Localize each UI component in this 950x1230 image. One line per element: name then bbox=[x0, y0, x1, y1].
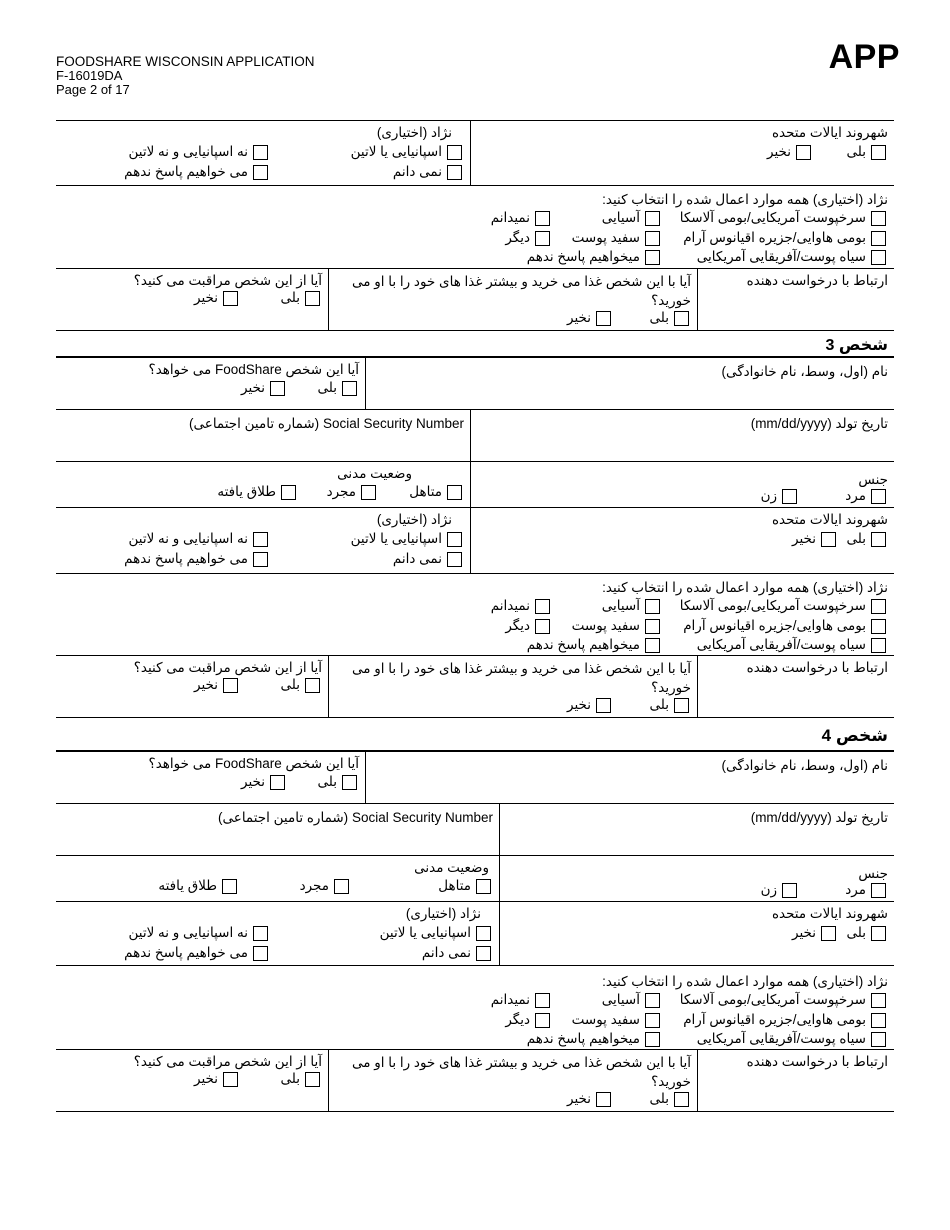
ethnicity-label: نژاد (اختیاری) bbox=[376, 512, 452, 527]
option-label: نخیر bbox=[241, 774, 265, 789]
marital-married-checkbox[interactable] bbox=[409, 484, 462, 500]
marital-married-checkbox[interactable] bbox=[438, 878, 491, 894]
race-other-checkbox[interactable] bbox=[505, 618, 550, 634]
buys-food-label: آیا با این شخص غذا می خرید و بیشتر غذا های خود را با او می خورید؟ bbox=[352, 1055, 691, 1089]
checkbox-box[interactable] bbox=[253, 926, 268, 941]
checkbox-box[interactable] bbox=[305, 1072, 320, 1087]
option-label: نمیدانم bbox=[490, 210, 530, 225]
checkbox-box[interactable] bbox=[361, 485, 376, 500]
race-native-american-checkbox[interactable] bbox=[680, 598, 886, 614]
care-label: آیا از این شخص مراقبت می کنید؟ bbox=[133, 660, 322, 675]
app-label: APP bbox=[828, 38, 900, 76]
checkbox-box[interactable] bbox=[871, 1013, 886, 1028]
option-label: بلی bbox=[649, 697, 669, 712]
marital-cell bbox=[56, 856, 499, 901]
option-label: می خواهیم پاسخ ندهم bbox=[124, 551, 248, 566]
option-label: سرخپوست آمریکایی/بومی آلاسکا bbox=[679, 992, 866, 1007]
checkbox-box[interactable] bbox=[871, 250, 886, 265]
checkbox-box[interactable] bbox=[447, 485, 462, 500]
option-label: اسپانیایی یا لاتین bbox=[350, 144, 442, 159]
checkbox-box[interactable] bbox=[871, 638, 886, 653]
form-header bbox=[56, 55, 315, 97]
race-row bbox=[56, 574, 894, 656]
checkbox-box[interactable] bbox=[645, 638, 660, 653]
form-body bbox=[56, 120, 894, 1112]
checkbox-box[interactable] bbox=[645, 1013, 660, 1028]
option-label: طلاق یافته bbox=[217, 484, 276, 499]
option-label: بلی bbox=[649, 1091, 669, 1106]
name-label: نام (اول، وسط، نام خانوادگی) bbox=[721, 364, 888, 379]
option-label: نخیر bbox=[567, 697, 591, 712]
checkbox-box[interactable] bbox=[871, 993, 886, 1008]
race-native-american-checkbox[interactable] bbox=[680, 210, 886, 226]
option-label: نخیر bbox=[792, 925, 816, 940]
race-prefer-not-checkbox[interactable] bbox=[527, 1031, 660, 1047]
option-label: متاهل bbox=[438, 878, 471, 893]
race-hawaiian-checkbox[interactable] bbox=[683, 1012, 886, 1028]
name-cell[interactable] bbox=[366, 752, 894, 803]
option-label: نخیر bbox=[792, 531, 816, 546]
checkbox-box[interactable] bbox=[535, 619, 550, 634]
option-label: آسیایی bbox=[601, 210, 640, 225]
care-cell bbox=[56, 269, 328, 330]
checkbox-box[interactable] bbox=[535, 1013, 550, 1028]
checkbox-box[interactable] bbox=[674, 698, 689, 713]
checkbox-box[interactable] bbox=[796, 145, 811, 160]
checkbox-box[interactable] bbox=[535, 231, 550, 246]
option-label: می خواهیم پاسخ ندهم bbox=[124, 945, 248, 960]
citizen-no-checkbox[interactable] bbox=[792, 531, 836, 547]
sex-cell bbox=[471, 462, 894, 507]
ethnicity-cell bbox=[56, 508, 470, 573]
relationship-label: ارتباط با درخواست دهنده bbox=[746, 273, 888, 288]
buys-food-cell bbox=[329, 1050, 697, 1111]
buys-food-yes-checkbox[interactable] bbox=[650, 1091, 689, 1107]
option-label: بومی هاوایی/جزیره اقیانوس آرام bbox=[683, 1012, 866, 1027]
citizen-yes-checkbox[interactable] bbox=[847, 144, 886, 160]
checkbox-box[interactable] bbox=[871, 926, 886, 941]
option-label: بلی bbox=[280, 1071, 300, 1086]
option-label: نخیر bbox=[194, 677, 218, 692]
ssn-label: Social Security Number (شماره تامین اجتماعی) bbox=[189, 416, 464, 431]
citizen-yes-checkbox[interactable] bbox=[847, 531, 886, 547]
care-no-checkbox[interactable] bbox=[194, 290, 238, 306]
dob-label: تاریخ تولد (mm/dd/yyyy) bbox=[750, 416, 888, 431]
checkbox-box[interactable] bbox=[447, 165, 462, 180]
race-white-checkbox[interactable] bbox=[572, 230, 660, 246]
checkbox-box[interactable] bbox=[253, 165, 268, 180]
option-label: بلی bbox=[280, 290, 300, 305]
option-label: می خواهیم پاسخ ندهم bbox=[124, 164, 248, 179]
care-yes-checkbox[interactable] bbox=[281, 677, 320, 693]
citizen-yes-checkbox[interactable] bbox=[847, 925, 886, 941]
checkbox-box[interactable] bbox=[871, 619, 886, 634]
option-label: آسیایی bbox=[601, 598, 640, 613]
citizen-label: شهروند ایالات متحده bbox=[771, 125, 888, 140]
checkbox-box[interactable] bbox=[645, 211, 660, 226]
option-label: مجرد bbox=[326, 484, 356, 499]
sex-label: جنس bbox=[858, 866, 888, 881]
option-label: میخواهیم پاسخ ندهم bbox=[526, 249, 640, 264]
option-label: بومی هاوایی/جزیره اقیانوس آرام bbox=[683, 230, 866, 245]
option-label: اسپانیایی یا لاتین bbox=[379, 925, 471, 940]
name-cell[interactable] bbox=[366, 358, 894, 409]
race-unknown-checkbox[interactable] bbox=[491, 992, 550, 1008]
form-title: FOODSHARE WISCONSIN APPLICATION bbox=[56, 54, 315, 69]
marital-label: وضعیت مدنی bbox=[414, 860, 489, 875]
checkbox-box[interactable] bbox=[645, 619, 660, 634]
dob-label: تاریخ تولد (mm/dd/yyyy) bbox=[750, 810, 888, 825]
checkbox-box[interactable] bbox=[535, 599, 550, 614]
wants-foodshare-label: آیا این شخص FoodShare می خواهد؟ bbox=[148, 362, 359, 377]
ethnicity-citizenship-row bbox=[56, 120, 894, 186]
checkbox-box[interactable] bbox=[223, 1072, 238, 1087]
race-cell bbox=[56, 186, 894, 268]
marital-single-checkbox[interactable] bbox=[327, 484, 376, 500]
dob-cell[interactable] bbox=[471, 410, 894, 461]
checkbox-box[interactable] bbox=[253, 532, 268, 547]
race-row bbox=[56, 186, 894, 269]
checkbox-box[interactable] bbox=[223, 678, 238, 693]
ethnicity-not-hispanic-checkbox[interactable] bbox=[128, 925, 268, 941]
wants-foodshare-cell bbox=[56, 752, 365, 803]
checkbox-box[interactable] bbox=[253, 145, 268, 160]
checkbox-box[interactable] bbox=[253, 946, 268, 961]
race-row bbox=[56, 966, 894, 1050]
page-number: Page 2 of 17 bbox=[56, 82, 130, 97]
option-label: سفید پوست bbox=[571, 230, 640, 245]
dob-row bbox=[56, 410, 894, 462]
option-label: مرد bbox=[845, 488, 866, 503]
sex-female-checkbox[interactable] bbox=[761, 488, 797, 504]
checkbox-box[interactable] bbox=[447, 552, 462, 567]
checkbox-box[interactable] bbox=[645, 993, 660, 1008]
checkbox-box[interactable] bbox=[447, 145, 462, 160]
ethnicity-dont-know-checkbox[interactable] bbox=[422, 945, 491, 961]
option-label: زن bbox=[760, 488, 777, 503]
checkbox-box[interactable] bbox=[674, 311, 689, 326]
citizen-label: شهروند ایالات متحده bbox=[771, 906, 888, 921]
ethnicity-dont-know-checkbox[interactable] bbox=[393, 551, 462, 567]
option-label: بلی bbox=[846, 531, 866, 546]
ethnicity-hispanic-checkbox[interactable] bbox=[380, 925, 491, 941]
option-label: سیاه پوست/آفریقایی آمریکایی bbox=[696, 1031, 866, 1046]
race-black-checkbox[interactable] bbox=[697, 1031, 886, 1047]
checkbox-box[interactable] bbox=[305, 678, 320, 693]
race-label: نژاد (اختیاری) همه موارد اعمال شده را انتخاب کنید: bbox=[602, 192, 888, 207]
race-other-checkbox[interactable] bbox=[505, 1012, 550, 1028]
option-label: بلی bbox=[280, 677, 300, 692]
care-no-checkbox[interactable] bbox=[194, 677, 238, 693]
checkbox-box[interactable] bbox=[223, 291, 238, 306]
ethnicity-label: نژاد (اختیاری) bbox=[405, 906, 481, 921]
checkbox-box[interactable] bbox=[476, 879, 491, 894]
race-hawaiian-checkbox[interactable] bbox=[683, 230, 886, 246]
option-label: دیگر bbox=[505, 230, 530, 245]
option-label: بلی bbox=[846, 144, 866, 159]
option-label: بلی bbox=[846, 925, 866, 940]
checkbox-box[interactable] bbox=[342, 775, 357, 790]
marital-label: وضعیت مدنی bbox=[337, 466, 412, 481]
checkbox-box[interactable] bbox=[596, 311, 611, 326]
relationship-row bbox=[56, 656, 894, 718]
option-label: سفید پوست bbox=[571, 1012, 640, 1027]
care-label: آیا از این شخص مراقبت می کنید؟ bbox=[133, 1054, 322, 1069]
buys-food-label: آیا با این شخص غذا می خرید و بیشتر غذا های خود را با او می خورید؟ bbox=[352, 274, 691, 308]
buys-food-yes-checkbox[interactable] bbox=[650, 697, 689, 713]
race-hawaiian-checkbox[interactable] bbox=[683, 618, 886, 634]
option-label: اسپانیایی یا لاتین bbox=[350, 531, 442, 546]
checkbox-box[interactable] bbox=[871, 599, 886, 614]
buys-food-cell bbox=[329, 656, 697, 717]
race-unknown-checkbox[interactable] bbox=[491, 598, 550, 614]
marital-divorced-checkbox[interactable] bbox=[158, 878, 237, 894]
option-label: دیگر bbox=[505, 1012, 530, 1027]
race-black-checkbox[interactable] bbox=[697, 249, 886, 265]
checkbox-box[interactable] bbox=[645, 231, 660, 246]
sex-female-checkbox[interactable] bbox=[761, 882, 797, 898]
checkbox-box[interactable] bbox=[222, 879, 237, 894]
race-unknown-checkbox[interactable] bbox=[491, 210, 550, 226]
ethnicity-not-hispanic-checkbox[interactable] bbox=[128, 144, 268, 160]
option-label: مرد bbox=[845, 882, 866, 897]
option-label: دیگر bbox=[505, 618, 530, 633]
checkbox-box[interactable] bbox=[476, 946, 491, 961]
option-label: نخیر bbox=[767, 144, 791, 159]
care-cell bbox=[56, 656, 328, 717]
option-label: سیاه پوست/آفریقایی آمریکایی bbox=[696, 637, 866, 652]
ethnicity-prefer-not-checkbox[interactable] bbox=[124, 164, 268, 180]
care-label: آیا از این شخص مراقبت می کنید؟ bbox=[133, 273, 322, 288]
checkbox-box[interactable] bbox=[821, 532, 836, 547]
race-white-checkbox[interactable] bbox=[572, 618, 660, 634]
checkbox-box[interactable] bbox=[342, 381, 357, 396]
checkbox-box[interactable] bbox=[674, 1092, 689, 1107]
checkbox-box[interactable] bbox=[871, 231, 886, 246]
buys-food-yes-checkbox[interactable] bbox=[650, 310, 689, 326]
buys-food-no-checkbox[interactable] bbox=[567, 310, 611, 326]
checkbox-box[interactable] bbox=[305, 291, 320, 306]
option-label: نمی دانم bbox=[421, 945, 471, 960]
person-4-title: شخص 4 bbox=[56, 718, 894, 752]
checkbox-box[interactable] bbox=[270, 775, 285, 790]
care-yes-checkbox[interactable] bbox=[281, 1071, 320, 1087]
checkbox-box[interactable] bbox=[535, 993, 550, 1008]
option-label: مجرد bbox=[299, 878, 329, 893]
ethnicity-cell bbox=[56, 902, 499, 965]
checkbox-box[interactable] bbox=[871, 145, 886, 160]
checkbox-box[interactable] bbox=[596, 1092, 611, 1107]
dob-cell[interactable] bbox=[500, 804, 894, 855]
checkbox-box[interactable] bbox=[253, 552, 268, 567]
option-label: نخیر bbox=[567, 1091, 591, 1106]
race-white-checkbox[interactable] bbox=[572, 1012, 660, 1028]
citizen-no-checkbox[interactable] bbox=[767, 144, 811, 160]
checkbox-box[interactable] bbox=[596, 698, 611, 713]
race-black-checkbox[interactable] bbox=[697, 637, 886, 653]
person-3-title: شخص 3 bbox=[56, 331, 894, 358]
option-label: نمیدانم bbox=[490, 992, 530, 1007]
citizen-cell bbox=[471, 121, 894, 185]
option-label: بلی bbox=[649, 310, 669, 325]
wants-foodshare-label: آیا این شخص FoodShare می خواهد؟ bbox=[148, 756, 359, 771]
relationship-cell bbox=[698, 1050, 894, 1111]
ssn-cell[interactable] bbox=[56, 804, 499, 855]
name-label: نام (اول، وسط، نام خانوادگی) bbox=[721, 758, 888, 773]
buys-food-label: آیا با این شخص غذا می خرید و بیشتر غذا های خود را با او می خورید؟ bbox=[352, 661, 691, 695]
sex-male-checkbox[interactable] bbox=[845, 882, 886, 898]
citizen-no-checkbox[interactable] bbox=[792, 925, 836, 941]
form-number: F-16019DA bbox=[56, 68, 123, 83]
foodshare-yes-checkbox[interactable] bbox=[318, 774, 357, 790]
race-label: نژاد (اختیاری) همه موارد اعمال شده را انتخاب کنید: bbox=[602, 580, 888, 595]
sex-marital-row bbox=[56, 856, 894, 902]
race-prefer-not-checkbox[interactable] bbox=[527, 249, 660, 265]
option-label: بلی bbox=[317, 380, 337, 395]
sex-cell bbox=[500, 856, 894, 901]
care-yes-checkbox[interactable] bbox=[281, 290, 320, 306]
sex-male-checkbox[interactable] bbox=[845, 488, 886, 504]
relationship-cell bbox=[698, 656, 894, 717]
race-cell bbox=[56, 574, 894, 655]
option-label: بومی هاوایی/جزیره اقیانوس آرام bbox=[683, 618, 866, 633]
option-label: سفید پوست bbox=[571, 618, 640, 633]
option-label: متاهل bbox=[409, 484, 442, 499]
option-label: نمی دانم bbox=[392, 551, 442, 566]
option-label: نخیر bbox=[194, 1071, 218, 1086]
option-label: زن bbox=[760, 882, 777, 897]
ethnicity-citizenship-row bbox=[56, 508, 894, 574]
option-label: طلاق یافته bbox=[158, 878, 217, 893]
checkbox-box[interactable] bbox=[871, 1032, 886, 1047]
ethnicity-not-hispanic-checkbox[interactable] bbox=[128, 531, 268, 547]
option-label: نمی دانم bbox=[392, 164, 442, 179]
option-label: نه اسپانیایی و نه لاتین bbox=[128, 531, 248, 546]
relationship-label: ارتباط با درخواست دهنده bbox=[746, 1054, 888, 1069]
checkbox-box[interactable] bbox=[476, 926, 491, 941]
relationship-row bbox=[56, 1050, 894, 1112]
checkbox-box[interactable] bbox=[645, 250, 660, 265]
relationship-row bbox=[56, 269, 894, 331]
option-label: بلی bbox=[317, 774, 337, 789]
ssn-label: Social Security Number (شماره تامین اجتماعی) bbox=[218, 810, 493, 825]
option-label: نمیدانم bbox=[490, 598, 530, 613]
checkbox-box[interactable] bbox=[645, 599, 660, 614]
checkbox-box[interactable] bbox=[281, 485, 296, 500]
checkbox-box[interactable] bbox=[871, 489, 886, 504]
citizen-cell bbox=[500, 902, 894, 965]
race-asian-checkbox[interactable] bbox=[602, 992, 660, 1008]
checkbox-box[interactable] bbox=[535, 211, 550, 226]
care-cell bbox=[56, 1050, 328, 1111]
ethnicity-prefer-not-checkbox[interactable] bbox=[124, 551, 268, 567]
option-label: نخیر bbox=[194, 290, 218, 305]
race-native-american-checkbox[interactable] bbox=[680, 992, 886, 1008]
checkbox-box[interactable] bbox=[270, 381, 285, 396]
sex-label: جنس bbox=[858, 472, 888, 487]
marital-divorced-checkbox[interactable] bbox=[217, 484, 296, 500]
option-label: نخیر bbox=[241, 380, 265, 395]
option-label: سرخپوست آمریکایی/بومی آلاسکا bbox=[679, 210, 866, 225]
foodshare-yes-checkbox[interactable] bbox=[318, 380, 357, 396]
option-label: نه اسپانیایی و نه لاتین bbox=[128, 925, 248, 940]
ethnicity-dont-know-checkbox[interactable] bbox=[393, 164, 462, 180]
dob-row bbox=[56, 804, 894, 856]
ethnicity-citizenship-row bbox=[56, 902, 894, 966]
option-label: میخواهیم پاسخ ندهم bbox=[526, 637, 640, 652]
buys-food-cell bbox=[329, 269, 697, 330]
race-cell bbox=[56, 966, 894, 1049]
ethnicity-hispanic-checkbox[interactable] bbox=[351, 144, 462, 160]
option-label: سرخپوست آمریکایی/بومی آلاسکا bbox=[679, 598, 866, 613]
marital-cell bbox=[56, 462, 470, 507]
option-label: آسیایی bbox=[601, 992, 640, 1007]
name-row bbox=[56, 358, 894, 410]
sex-marital-row bbox=[56, 462, 894, 508]
option-label: سیاه پوست/آفریقایی آمریکایی bbox=[696, 249, 866, 264]
relationship-label: ارتباط با درخواست دهنده bbox=[746, 660, 888, 675]
wants-foodshare-cell bbox=[56, 358, 365, 409]
checkbox-box[interactable] bbox=[871, 883, 886, 898]
ethnicity-hispanic-checkbox[interactable] bbox=[351, 531, 462, 547]
race-label: نژاد (اختیاری) همه موارد اعمال شده را انتخاب کنید: bbox=[602, 974, 888, 989]
race-other-checkbox[interactable] bbox=[505, 230, 550, 246]
foodshare-no-checkbox[interactable] bbox=[241, 380, 285, 396]
race-prefer-not-checkbox[interactable] bbox=[527, 637, 660, 653]
foodshare-no-checkbox[interactable] bbox=[241, 774, 285, 790]
checkbox-box[interactable] bbox=[645, 1032, 660, 1047]
ssn-cell[interactable] bbox=[56, 410, 470, 461]
option-label: میخواهیم پاسخ ندهم bbox=[526, 1031, 640, 1046]
race-asian-checkbox[interactable] bbox=[602, 210, 660, 226]
checkbox-box[interactable] bbox=[782, 489, 797, 504]
checkbox-box[interactable] bbox=[821, 926, 836, 941]
ethnicity-prefer-not-checkbox[interactable] bbox=[124, 945, 268, 961]
relationship-cell bbox=[698, 269, 894, 330]
option-label: نه اسپانیایی و نه لاتین bbox=[128, 144, 248, 159]
ethnicity-label: نژاد (اختیاری) bbox=[376, 125, 452, 140]
checkbox-box[interactable] bbox=[447, 532, 462, 547]
ethnicity-cell bbox=[56, 121, 470, 185]
buys-food-no-checkbox[interactable] bbox=[567, 697, 611, 713]
marital-single-checkbox[interactable] bbox=[300, 878, 349, 894]
citizen-label: شهروند ایالات متحده bbox=[771, 512, 888, 527]
checkbox-box[interactable] bbox=[871, 211, 886, 226]
buys-food-no-checkbox[interactable] bbox=[567, 1091, 611, 1107]
checkbox-box[interactable] bbox=[871, 532, 886, 547]
race-asian-checkbox[interactable] bbox=[602, 598, 660, 614]
citizen-cell bbox=[471, 508, 894, 573]
checkbox-box[interactable] bbox=[782, 883, 797, 898]
care-no-checkbox[interactable] bbox=[194, 1071, 238, 1087]
name-row bbox=[56, 752, 894, 804]
checkbox-box[interactable] bbox=[334, 879, 349, 894]
option-label: نخیر bbox=[567, 310, 591, 325]
